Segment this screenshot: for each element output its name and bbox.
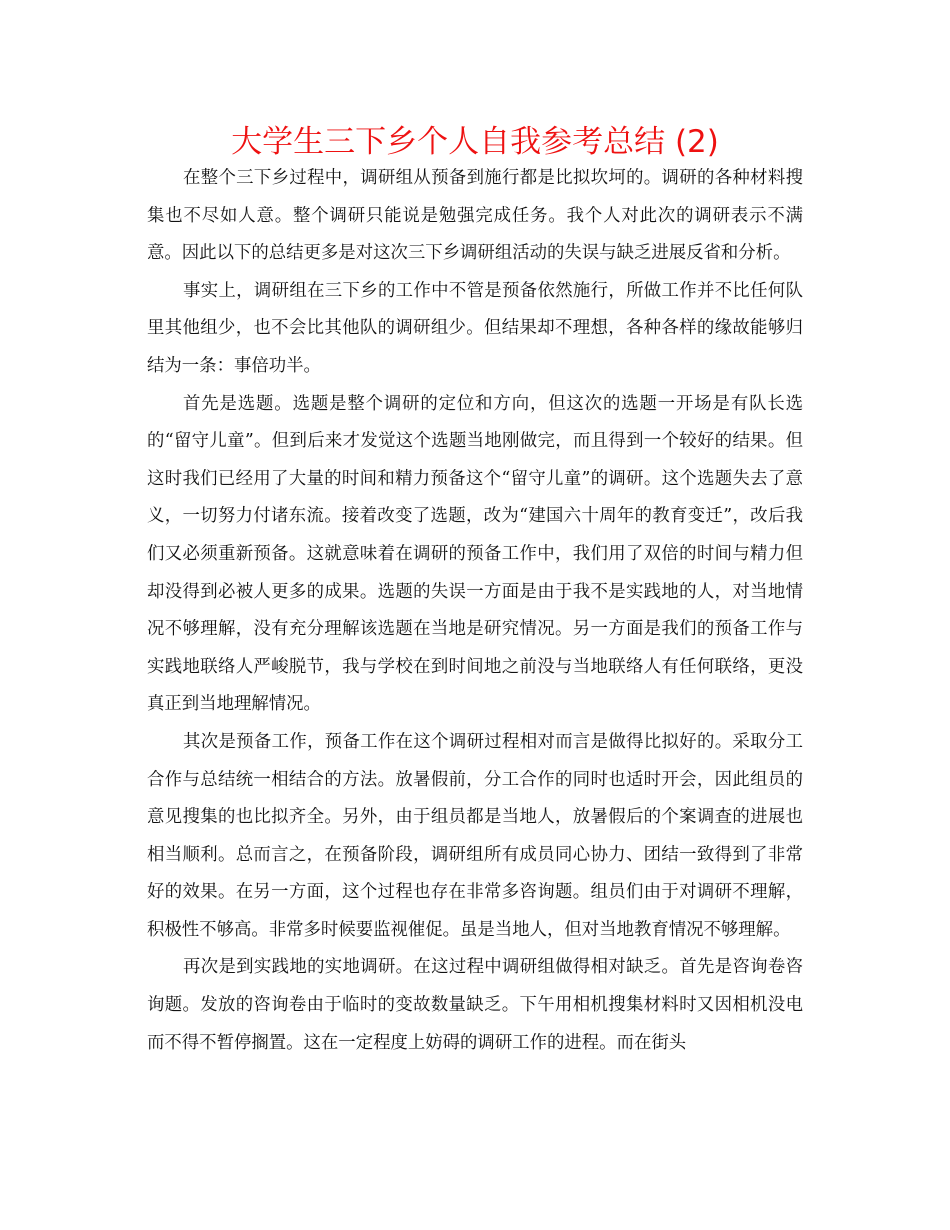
paragraph-2: 事实上，调研组在三下乡的工作中不管是预备依然施行，所做工作并不比任何队里其他组少，也不会比其他队的调研组少。但结果却不理想，各种各样的缘故能够归结为一条：事倍功半。 [147,280,803,376]
document-title: 大学生三下乡个人自我参考总结 (2) [231,124,719,160]
paragraph-5: 再次是到实践地的实地调研。在这过程中调研组做得相对缺乏。首先是咨询卷咨询题。发放的咨询卷由于临时的变故数量缺乏。下午用相机搜集材料时又因相机没电而不得不暂停搁置。这在一定程度上妨碍的调研工作的进程。而在街头 [147,957,803,1053]
document-body [147,160,803,1062]
paragraph-4: 其次是预备工作，预备工作在这个调研过程相对而言是做得比拟好的。采取分工合作与总结统一相结合的方法。放暑假前，分工合作的同时也适时开会，因此组员的意见搜集的也比拟齐全。另外，由于组员都是当地人，放暑假后的个案调查的进展也相当顺利。总而言之，在预备阶段，调研组所有成员同心协力、团结一致得到了非常好的效果。在另一方面，这个过程也存在非常多咨询题。组员们由于对调研不理解，积极性不够高。非常多时候要监视催促。虽是当地人，但对当地教育情况不够理解。 [147,731,803,940]
paragraph-1: 在整个三下乡过程中，调研组从预备到施行都是比拟坎坷的。调研的各种材料搜集也不尽如人意。整个调研只能说是勉强完成任务。我个人对此次的调研表示不满意。因此以下的总结更多是对这次三下乡调研组活动的失误与缺乏进展反省和分析。 [147,168,803,264]
paragraph-3: 首先是选题。选题是整个调研的定位和方向，但这次的选题一开场是有队长选的“留守儿童”。但到后来才发觉这个选题当地刚做完，而且得到一个较好的结果。但这时我们已经用了大量的时间和精力预备这个“留守儿童”的调研。这个选题失去了意义，一切努力付诸东流。接着改变了选题，改为“建国六十周年的教育变迁”，改后我们又必须重新预备。这就意味着在调研的预备工作中，我们用了双倍的时间与精力但却没得到必被人更多的成果。选题的失误一方面是由于我不是实践地的人，对当地情况不够理解，没有充分理解该选题在当地是研究情况。另一方面是我们的预备工作与实践地联络人严峻脱节，我与学校在到时间地之前没与当地联络人有任何联络，更没真正到当地理解情况。 [147,393,803,715]
